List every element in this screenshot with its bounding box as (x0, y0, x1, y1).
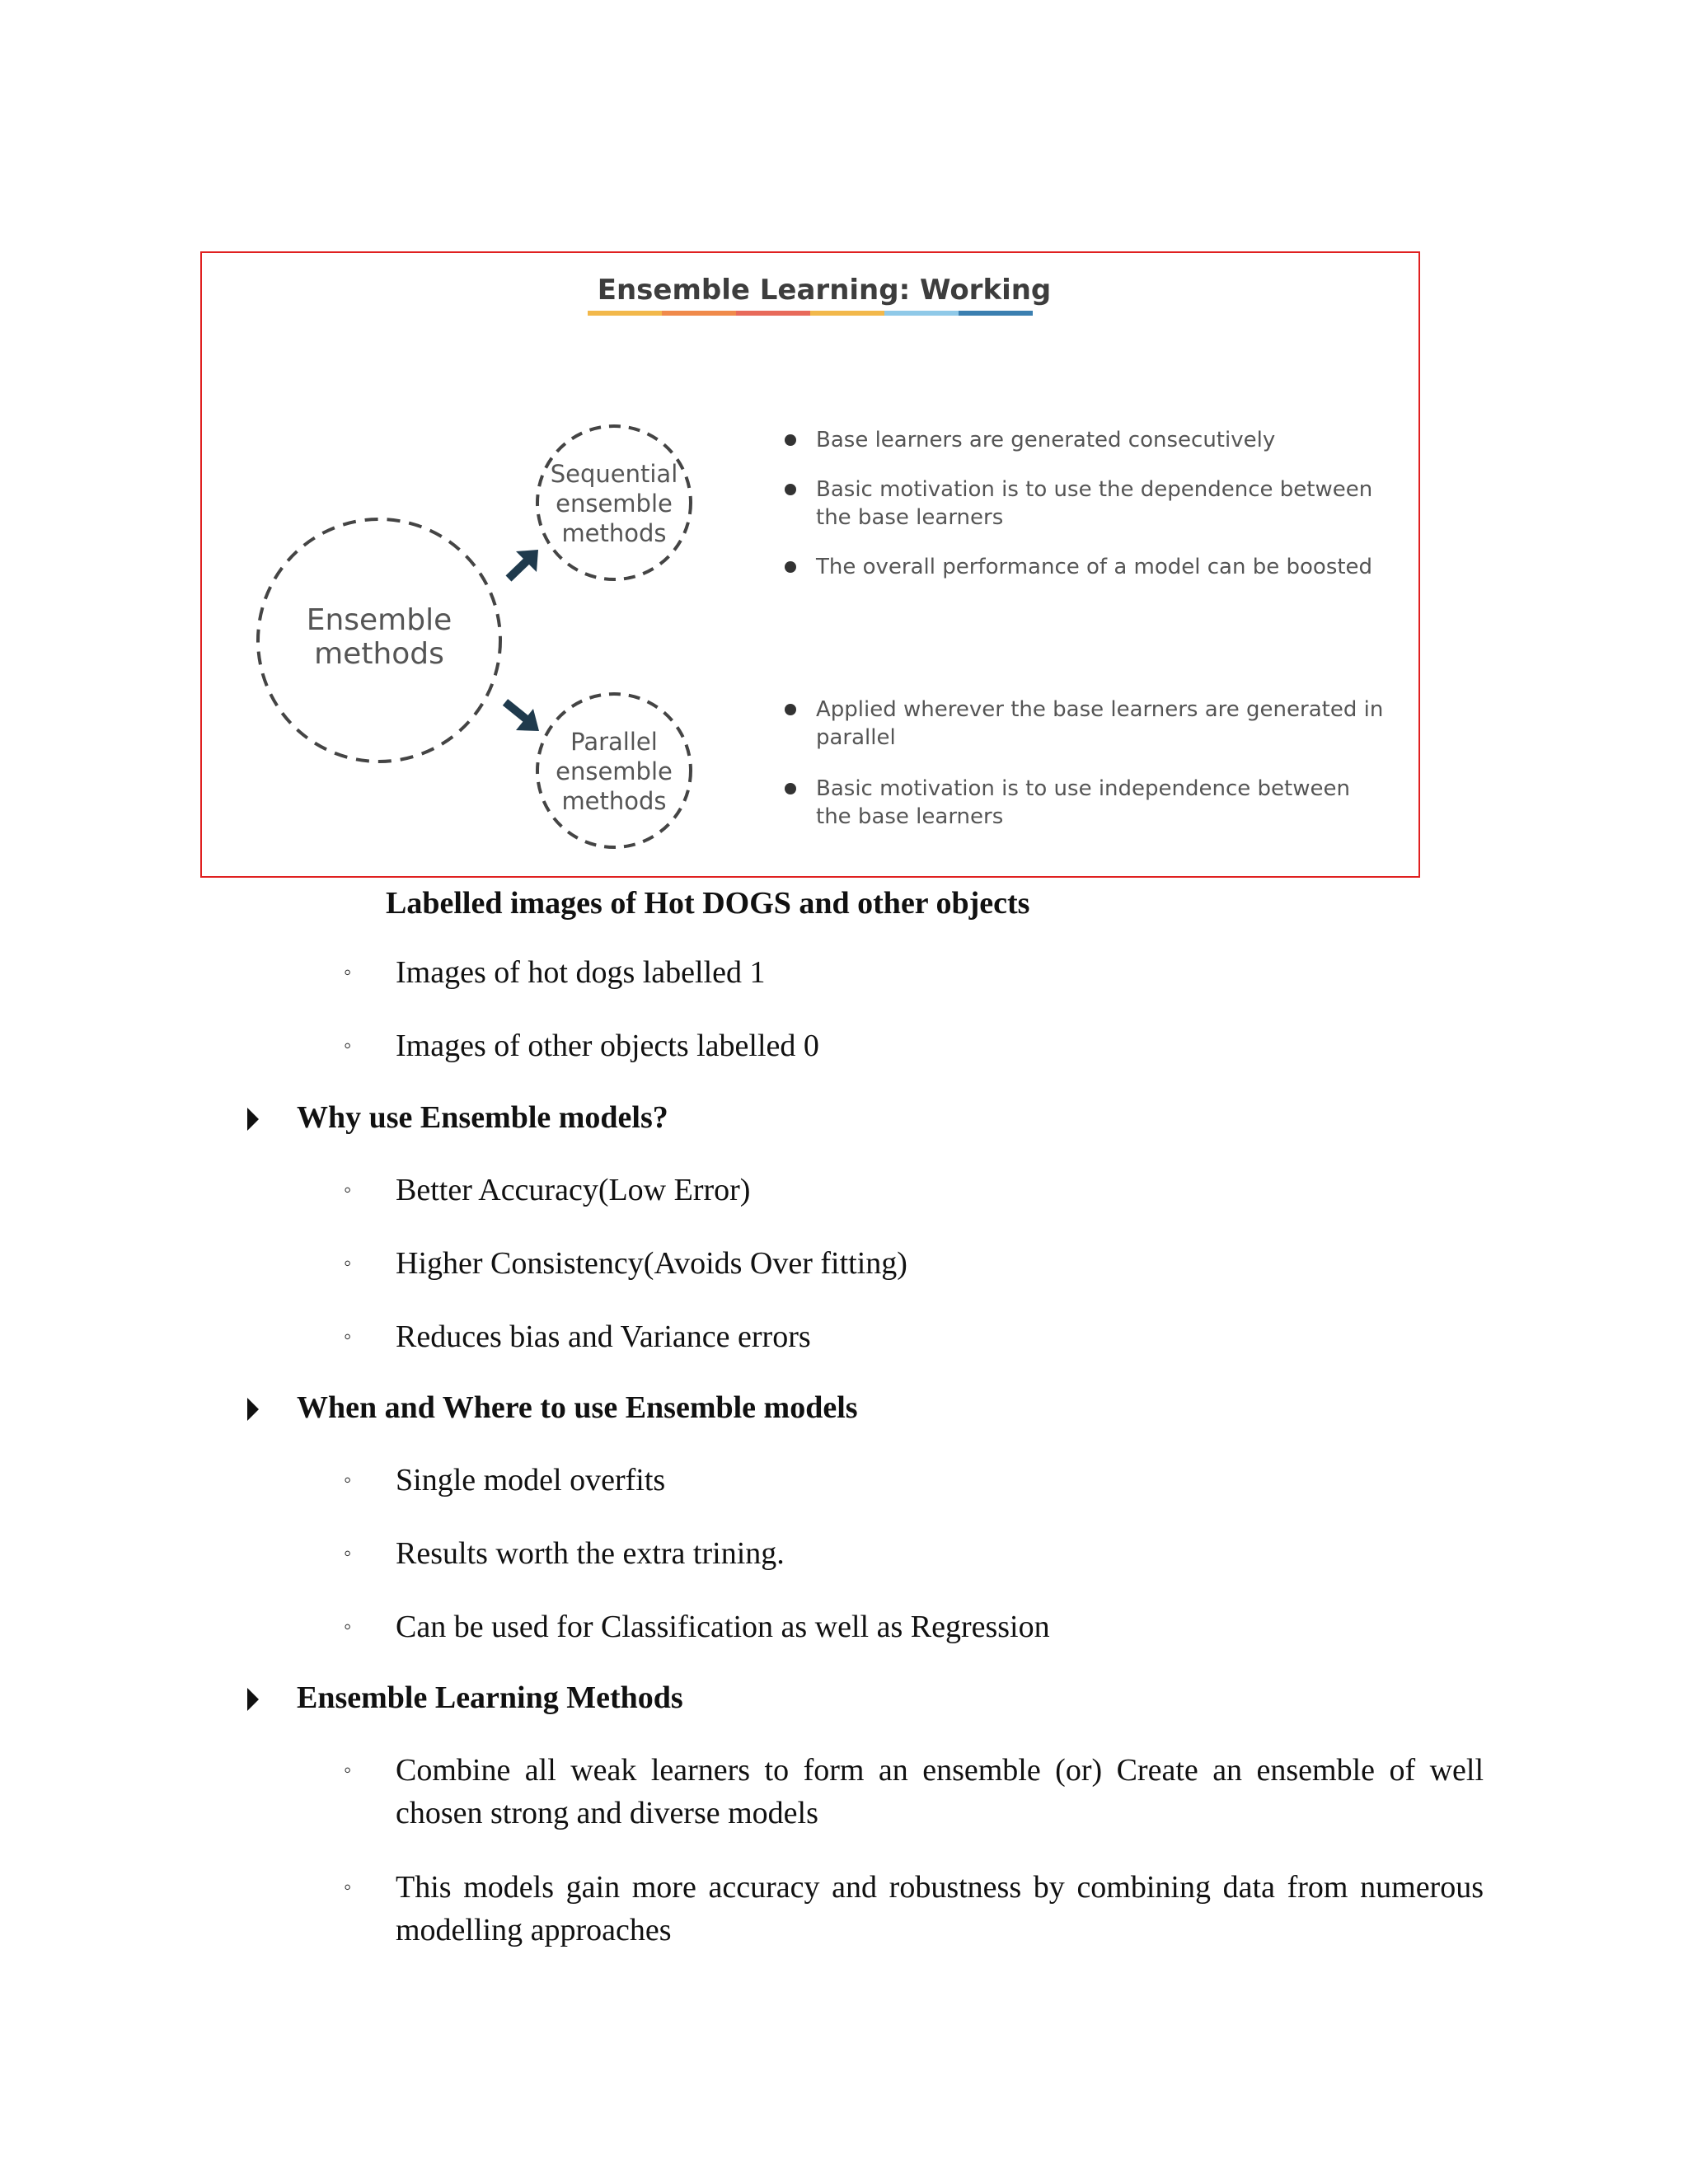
sub-bullet-icon: ◦ (344, 1324, 352, 1348)
triangle-bullet-icon (247, 1108, 259, 1131)
sub-bullet-icon: ◦ (344, 1468, 352, 1492)
ensemble-learning-figure (200, 251, 1420, 878)
sub-bullet-icon: ◦ (344, 1251, 352, 1275)
section-item-text: Reduces bias and Variance errors (396, 1319, 811, 1354)
sub-bullet-icon: ◦ (344, 1541, 352, 1565)
section-item (344, 1866, 1484, 1952)
section-item (344, 1532, 1484, 1575)
sequential-circle-line: methods (561, 519, 667, 547)
sub-bullet-icon: ◦ (344, 1875, 352, 1899)
section-item-text: Better Accuracy(Low Error) (396, 1173, 751, 1207)
section-heading-text: Ensemble Learning Methods (297, 1680, 683, 1715)
parallel-point: Applied wherever the base learners are generated in parallel (783, 696, 1385, 752)
section-item (344, 1169, 1484, 1212)
section-heading-why (297, 1096, 668, 1139)
section-item-text: Combine all weak learners to form an ensemble (or) Create an ensemble of well chosen strong and diverse models (396, 1753, 1484, 1830)
caption-item (344, 951, 1484, 994)
caption-item-text: Images of other objects labelled 0 (396, 1029, 819, 1063)
caption-item-text: Images of hot dogs labelled 1 (396, 955, 766, 990)
section-item (344, 1315, 1484, 1358)
figure-title: Ensemble Learning: Working (597, 274, 1052, 307)
sub-bullet-icon: ◦ (344, 1615, 352, 1638)
ensemble-circle-line: Ensemble (306, 603, 452, 637)
sub-bullet-icon: ◦ (344, 1033, 352, 1057)
sequential-point: Base learners are generated consecutively (783, 426, 1385, 454)
figure-caption: Labelled images of Hot DOGS and other objects (386, 886, 1030, 921)
parallel-circle-line: Parallel (570, 728, 658, 756)
section-item (344, 1242, 1484, 1285)
arrow-up-icon (509, 550, 538, 579)
sub-bullet-icon: ◦ (344, 1758, 352, 1782)
parallel-points (783, 696, 1385, 831)
section-item-text: This models gain more accuracy and robustness by combining data from numerous modelling approaches (396, 1870, 1484, 1947)
section-item-text: Can be used for Classification as well as Regression (396, 1610, 1050, 1644)
section-item-text: Results worth the extra trining. (396, 1536, 785, 1571)
section-item (344, 1749, 1484, 1835)
ensemble-circle-line: methods (314, 637, 444, 671)
section-item (344, 1459, 1484, 1502)
sequential-circle-line: Sequential (550, 460, 678, 488)
sequential-point: Basic motivation is to use the dependence between the base learners (783, 476, 1385, 532)
section-item (344, 1605, 1484, 1648)
section-heading-text: Why use Ensemble models? (297, 1100, 668, 1135)
parallel-point: Basic motivation is to use independence between the base learners (783, 775, 1385, 831)
sub-bullet-icon: ◦ (344, 1178, 352, 1202)
sequential-points (783, 426, 1385, 581)
section-heading-when (297, 1386, 858, 1429)
caption-item (344, 1024, 1484, 1067)
section-heading-methods (297, 1676, 683, 1719)
sequential-point: The overall performance of a model can be boosted (783, 553, 1385, 581)
section-item-text: Single model overfits (396, 1463, 666, 1497)
arrow-down-icon (505, 702, 539, 731)
section-heading-text: When and Where to use Ensemble models (297, 1390, 858, 1425)
triangle-bullet-icon (247, 1688, 259, 1711)
sequential-circle-line: ensemble (556, 490, 673, 518)
triangle-bullet-icon (247, 1398, 259, 1421)
parallel-circle-line: ensemble (556, 757, 673, 785)
parallel-circle-line: methods (561, 787, 667, 815)
section-item-text: Higher Consistency(Avoids Over fitting) (396, 1246, 907, 1281)
sub-bullet-icon: ◦ (344, 960, 352, 984)
